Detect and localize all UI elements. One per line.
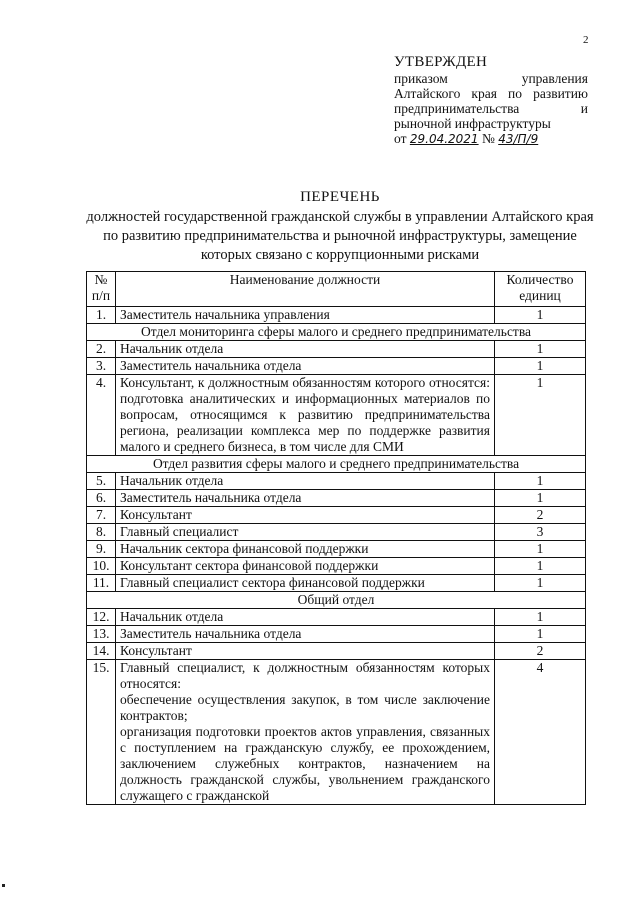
approval-date: 29.04.2021 <box>409 132 479 146</box>
position-name: Начальник отдела <box>116 609 495 626</box>
position-name: Начальник сектора финансовой поддержки <box>116 541 495 558</box>
section-title: Отдел мониторинга сферы малого и среднего предпринимательства <box>87 324 586 341</box>
section-row <box>87 592 586 609</box>
position-name: Консультант, к должностным обязанностям которого относятся: подготовка аналитических и информационных материалов по вопросам, относящимся к развитию предпринимательства региона, реализации комплекса мер по поддержке развития малого и среднего бизнеса, в том числе для СМИ <box>116 375 495 456</box>
position-duty-paragraph: Главный специалист, к должностным обязанностям которых относятся: <box>120 660 490 691</box>
position-quantity: 1 <box>495 541 586 558</box>
row-number: 8. <box>87 524 116 541</box>
position-quantity: 1 <box>495 473 586 490</box>
document-title-block <box>80 188 600 265</box>
position-quantity: 1 <box>495 375 586 456</box>
position-quantity: 1 <box>495 558 586 575</box>
position-duty-paragraph: обеспечение осуществления закупок, в том числе заключение контрактов; <box>120 692 490 723</box>
table-row <box>87 490 586 507</box>
table-row <box>87 609 586 626</box>
position-name: Заместитель начальника отдела <box>116 358 495 375</box>
row-number: 4. <box>87 375 116 456</box>
row-number: 11. <box>87 575 116 592</box>
position-quantity: 3 <box>495 524 586 541</box>
position-quantity: 1 <box>495 575 586 592</box>
table-body <box>87 307 586 805</box>
table-row <box>87 541 586 558</box>
header-num: № п/п <box>87 272 116 307</box>
section-row <box>87 456 586 473</box>
position-quantity: 2 <box>495 507 586 524</box>
table-row <box>87 660 586 805</box>
position-name: Консультант <box>116 643 495 660</box>
position-quantity: 1 <box>495 341 586 358</box>
table-row <box>87 507 586 524</box>
scan-mark <box>2 884 5 887</box>
position-name: Консультант <box>116 507 495 524</box>
row-number: 6. <box>87 490 116 507</box>
positions-table <box>86 271 586 805</box>
approval-date-prefix: от <box>394 131 407 146</box>
position-quantity: 1 <box>495 490 586 507</box>
position-name: Заместитель начальника управления <box>116 307 495 324</box>
approval-line: предпринимательства и <box>394 101 588 116</box>
section-title: Общий отдел <box>87 592 586 609</box>
page-number: 2 <box>583 34 589 46</box>
section-title: Отдел развития сферы малого и среднего предпринимательства <box>87 456 586 473</box>
position-duty-paragraph: организация подготовки проектов актов управления, связанных с поступлением на гражданскую службу, ее прохождением, заключением служебных контрактов, назначением на должность гражданской службы, увольнением гражданского служащего с гражданской <box>120 724 490 803</box>
row-number: 15. <box>87 660 116 805</box>
row-number: 2. <box>87 341 116 358</box>
table-header-row <box>87 272 586 307</box>
row-number: 14. <box>87 643 116 660</box>
position-name: Заместитель начальника отдела <box>116 626 495 643</box>
row-number: 5. <box>87 473 116 490</box>
position-quantity: 1 <box>495 609 586 626</box>
approval-heading: УТВЕРЖДЕН <box>394 54 488 70</box>
row-number: 3. <box>87 358 116 375</box>
position-name <box>116 660 495 805</box>
position-name: Главный специалист сектора финансовой поддержки <box>116 575 495 592</box>
approval-number: 43/П/9 <box>498 132 539 146</box>
position-quantity: 1 <box>495 307 586 324</box>
row-number: 13. <box>87 626 116 643</box>
document-title: ПЕРЕЧЕНЬ <box>300 189 380 205</box>
header-qty: Количество единиц <box>495 272 586 307</box>
position-name: Консультант сектора финансовой поддержки <box>116 558 495 575</box>
table-row <box>87 558 586 575</box>
position-quantity: 2 <box>495 643 586 660</box>
approval-stamp <box>394 55 588 147</box>
position-name: Заместитель начальника отдела <box>116 490 495 507</box>
document-subtitle: должностей государственной гражданской службы в управлении Алтайского края по развитию предпринимательства и рыночной инфраструктуры, замещение которых связано с коррупционными рисками <box>86 209 594 263</box>
table-row <box>87 307 586 324</box>
row-number: 1. <box>87 307 116 324</box>
row-number: 9. <box>87 541 116 558</box>
table-row <box>87 524 586 541</box>
approval-date-line <box>394 131 588 147</box>
table-row <box>87 341 586 358</box>
position-name: Начальник отдела <box>116 341 495 358</box>
table-row <box>87 643 586 660</box>
table-row <box>87 358 586 375</box>
row-number: 12. <box>87 609 116 626</box>
position-quantity: 1 <box>495 358 586 375</box>
section-row <box>87 324 586 341</box>
approval-line: приказом управления <box>394 71 588 86</box>
table-row <box>87 626 586 643</box>
table-row <box>87 473 586 490</box>
position-name: Начальник отдела <box>116 473 495 490</box>
position-name: Главный специалист <box>116 524 495 541</box>
row-number: 7. <box>87 507 116 524</box>
approval-number-sign: № <box>481 131 495 146</box>
position-quantity: 4 <box>495 660 586 805</box>
row-number: 10. <box>87 558 116 575</box>
table-row <box>87 375 586 456</box>
approval-line: рыночной инфраструктуры <box>394 116 551 131</box>
header-name: Наименование должности <box>116 272 495 307</box>
approval-line: Алтайского края по развитию <box>394 86 588 101</box>
position-quantity: 1 <box>495 626 586 643</box>
table-row <box>87 575 586 592</box>
